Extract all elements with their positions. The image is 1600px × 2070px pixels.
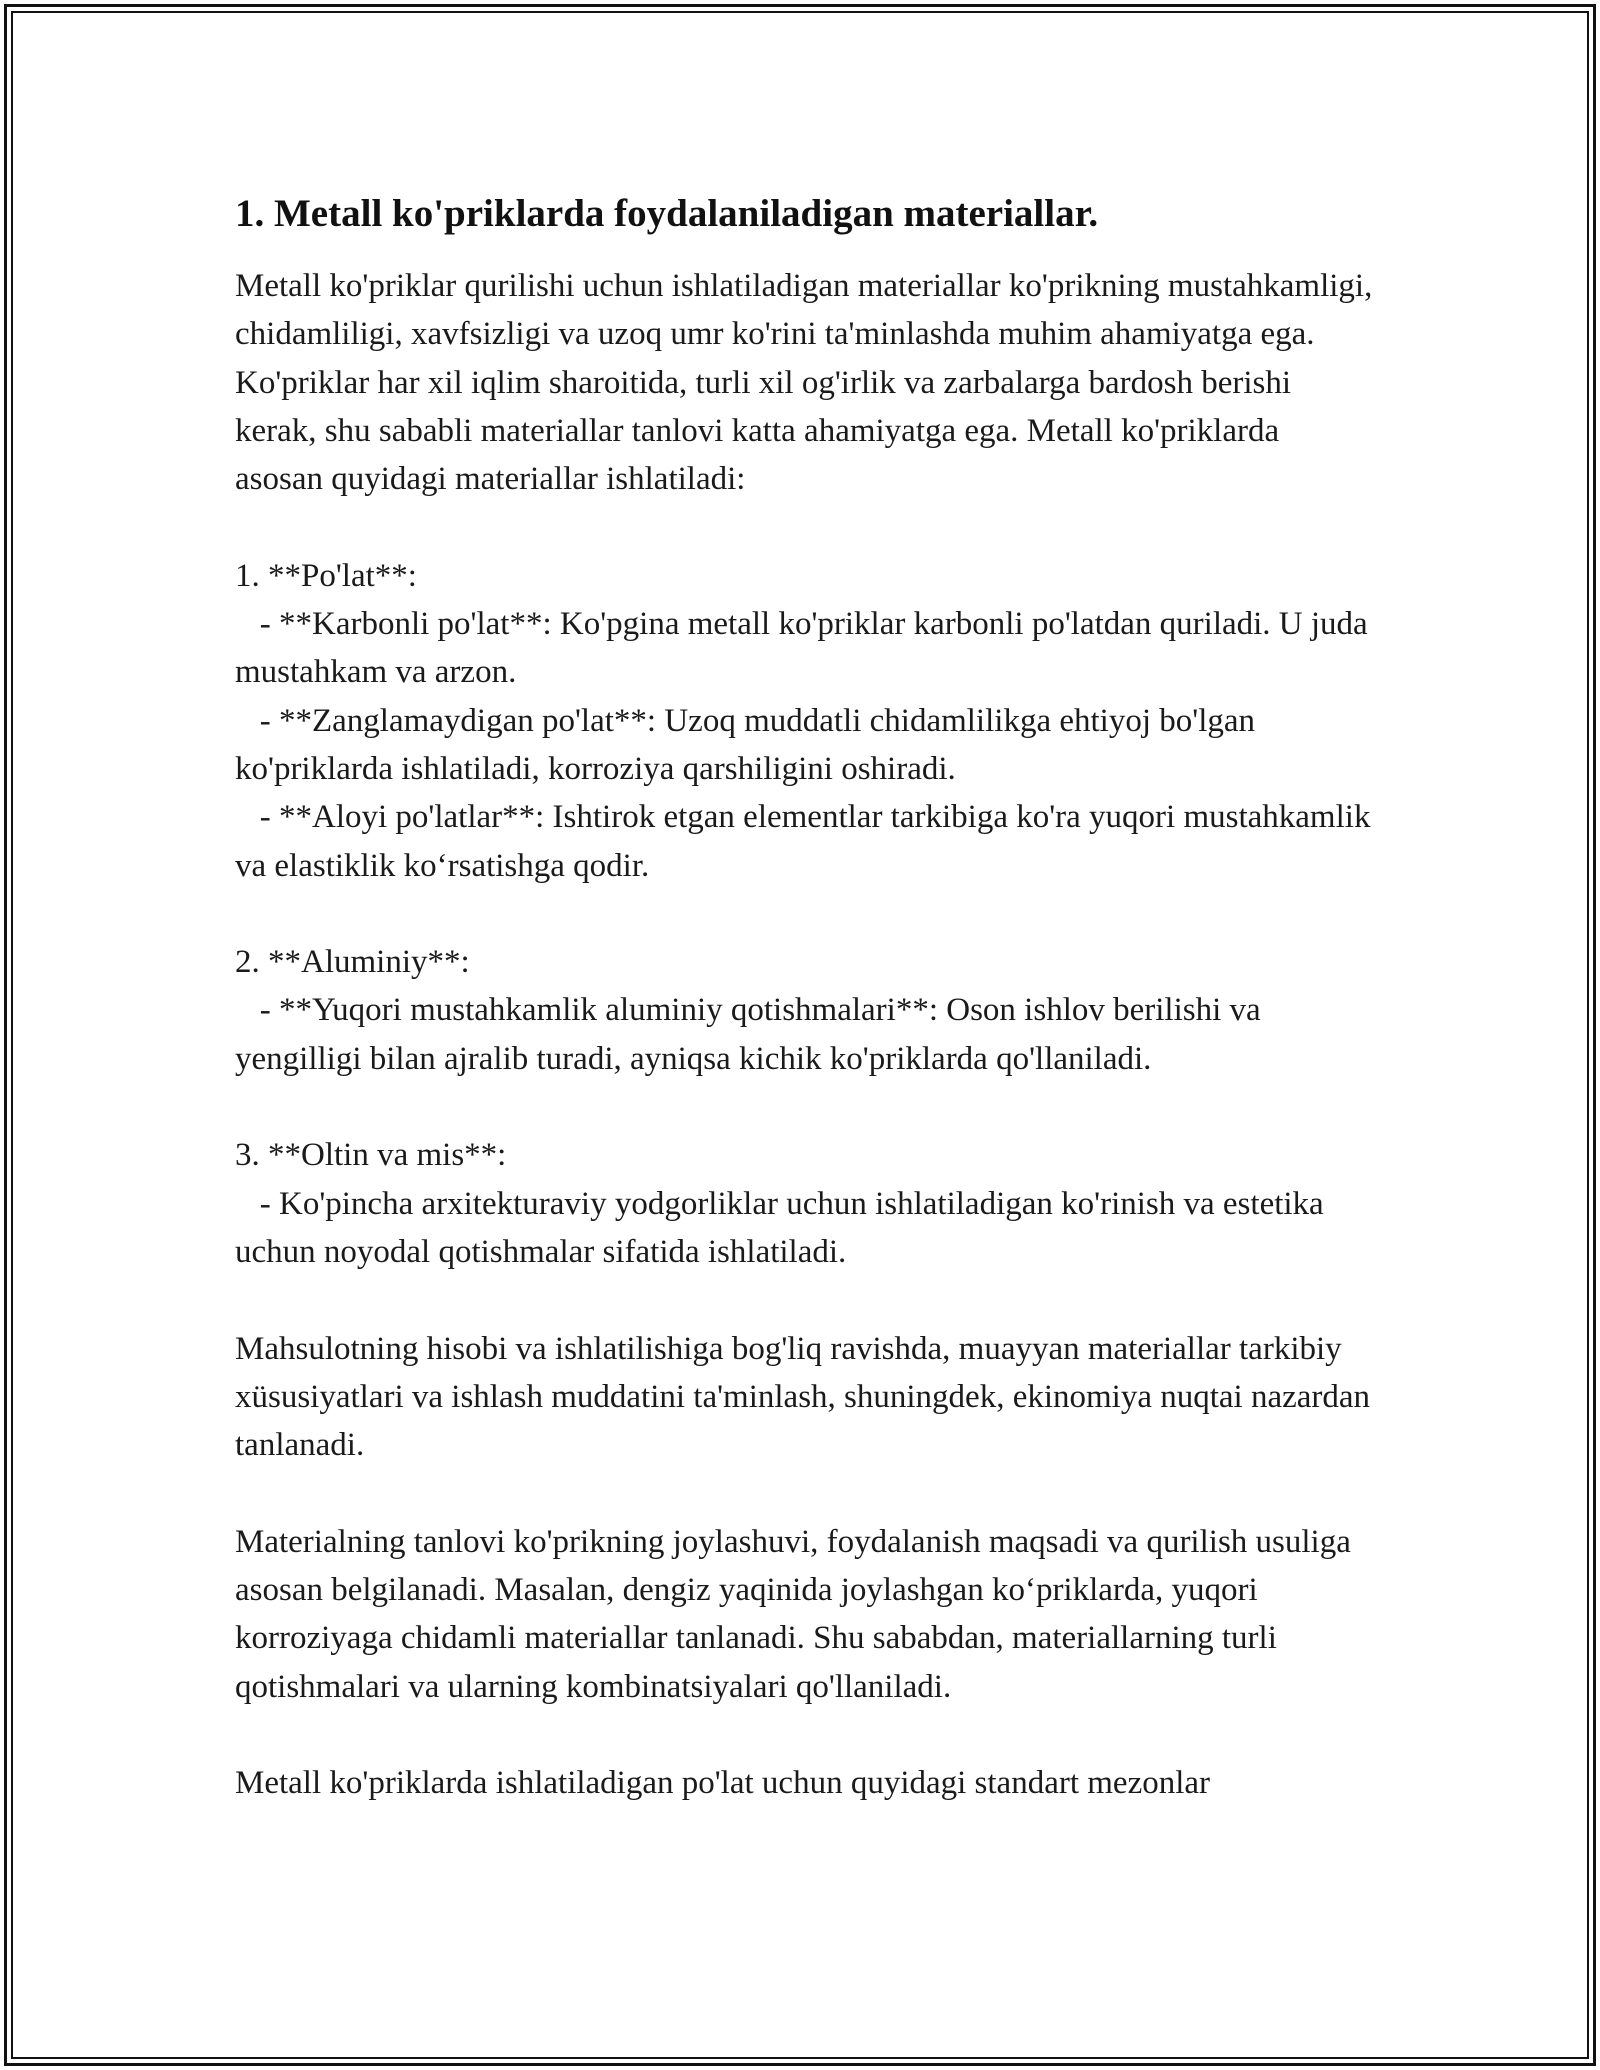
body-paragraph: Mahsulotning hisobi va ishlatilishiga bog'liq ravishda, muayyan materiallar tarkibiy xüsusiyatlari va ishlash muddatini ta'minlash, shuningdek, ekinomiya nuqtai nazardan tanlanadi. bbox=[235, 1330, 1379, 1464]
list-subitem-aluminium-alloys: - **Yuqori mustahkamlik aluminiy qotishmalari**: Oson ishlov berilishi va yengilligi bilan ajralib turadi, ayniqsa kichik ko'priklarda qo'llaniladi. bbox=[235, 992, 1269, 1077]
intro-paragraph: Metall ko'priklar qurilishi uchun ishlatiladigan materiallar ko'prikning mustahkamligi, chidamliligi, xavfsizligi va uzoq umr ko'rini ta'minlashda muhim ahamiyatga ega. Ko'priklar har xil iqlim sharoitida, turli xil og'irlik va zarbalarga bardosh berishi kerak, shu sababli materiallar tanlovi katta ahamiyatga ega. Metall ko'priklarda asosan quyidagi materiallar ishlatiladi: bbox=[235, 268, 1381, 498]
list-item-title-steel: 1. **Po'lat**: bbox=[235, 557, 417, 594]
paragraph-gap bbox=[235, 1276, 1375, 1324]
list-subitem-architectural: - Ko'pincha arxitekturaviy yodgorliklar uchun ishlatiladigan ko'rinish va estetika uchun noyodal qotishmalar sifatida ishlatiladi. bbox=[235, 1185, 1332, 1270]
list-subitem-stainless-steel: - **Zanglamaydigan po'lat**: Uzoq muddatli chidamlilikga ehtiyoj bo'lgan ko'priklarda ishlatiladi, korroziya qarshiligini oshiradi. bbox=[235, 702, 1264, 787]
body-paragraph: Materialning tanlovi ko'prikning joylashuvi, foydalanish maqsadi va qurilish usuliga asosan belgilanadi. Masalan, dengiz yaqinida joylashgan ko‘priklarda, yuqori korroziyaga chidamli materiallar tanlanadi. Shu sababdan, materiallarning turli qotishmalari va ularning kombinatsiyalari qo'llaniladi. bbox=[235, 1523, 1360, 1705]
list-item-title-gold-copper: 3. **Oltin va mis**: bbox=[235, 1137, 507, 1174]
document-body bbox=[235, 188, 1381, 1808]
paragraph-gap bbox=[235, 1711, 1375, 1759]
paragraph-gap bbox=[235, 503, 1375, 551]
body-paragraph: Metall ko'priklarda ishlatiladigan po'lat uchun quyidagi standart mezonlar bbox=[235, 1765, 1211, 1802]
list-subitem-alloy-steel: - **Aloyi po'latlar**: Ishtirok etgan elementlar tarkibiga ko'ra yuqori mustahkamlik va elastiklik ko‘rsatishga qodir. bbox=[235, 799, 1379, 884]
list-item-title-aluminium: 2. **Aluminiy**: bbox=[235, 944, 470, 981]
list-subitem-carbon-steel: - **Karbonli po'lat**: Ko'pgina metall ko'priklar karbonli po'latdan quriladi. U juda mustahkam va arzon. bbox=[235, 606, 1376, 691]
section-heading: 1. Metall ko'priklarda foydalaniladigan materiallar. bbox=[235, 192, 1099, 235]
paragraph-gap bbox=[235, 890, 1375, 938]
paragraph-gap bbox=[235, 1469, 1375, 1517]
paragraph-gap bbox=[235, 1083, 1375, 1131]
